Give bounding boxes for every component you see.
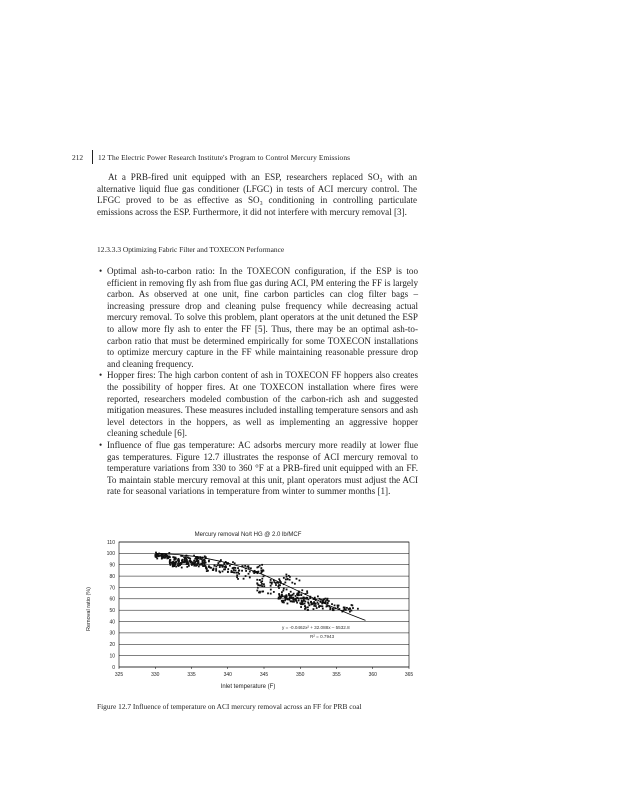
data-point [206,568,208,570]
data-point [238,569,240,571]
data-point [305,607,307,609]
bullet-item-flue-gas-temperature: • Influence of flue gas temperature: AC adsorbs mercury more readily at lower flue gas temperatures. Figure 12.7 illustrates the response of ACI mercury removal to temperature variations from 330 to 360 °F at a PRB-fired unit equipped with an FF. To maintain stable mercury removal at this unit, plant operators must adjust the ACI rate for seasonal variations in temperature from winter to summer months [1]. [97,440,418,498]
data-point [169,556,171,558]
data-point [286,576,288,578]
data-point [232,567,234,569]
data-point [346,607,348,609]
data-point [269,581,271,583]
data-point [327,602,329,604]
data-point [170,564,172,566]
data-point [270,589,272,591]
data-point [293,601,295,603]
data-point [283,588,285,590]
data-point [333,609,335,611]
data-point [160,555,162,557]
data-point [197,561,199,563]
data-point [277,585,279,587]
data-point [215,570,217,572]
data-point [173,565,175,567]
data-point [298,597,300,599]
data-point [245,575,247,577]
data-point [352,607,354,609]
data-point [202,565,204,567]
data-point [284,599,286,601]
data-point [222,566,224,568]
data-point [289,579,291,581]
data-point [263,575,265,577]
x-tick-label-360: 360 [368,672,377,678]
data-point [294,583,296,585]
data-point [231,570,233,572]
intro-paragraph-block [97,172,417,218]
data-point [186,566,188,568]
data-point [217,564,219,566]
y-tick-label-30: 30 [109,630,115,637]
data-point [275,584,277,586]
data-point [183,561,185,563]
data-point [221,564,223,566]
data-point [274,581,276,583]
data-point [224,568,226,570]
data-point [303,599,305,601]
data-point [334,604,336,606]
data-point [260,569,262,571]
data-point [201,558,203,560]
data-point [291,582,293,584]
data-point [259,565,261,567]
data-point [300,606,302,608]
data-point [205,566,207,568]
data-point [350,610,352,612]
data-point [246,566,248,568]
data-point [199,558,201,560]
data-point [237,567,239,569]
data-point [287,603,289,605]
data-point [301,600,303,602]
trend-equation: y = -0.0462x² + 32.088x – 5532.8 [282,625,350,630]
data-point [208,565,210,567]
data-point [285,574,287,576]
data-point [326,605,328,607]
data-point [310,601,312,603]
data-point [349,611,351,613]
data-point [298,600,300,602]
intro-paragraph: At a PRB-fired unit equipped with an ESP, researchers replaced SO₃ with an alternative liquid flue gas conditioner (LFGC) in tests of ACI mercury control. The LFGC proved to be as effective as SO₃ conditioning in controlling particulate emissions across the ESP. Furthermore, it did not interfere with mercury removal [3]. [97,172,417,217]
data-point [279,598,281,600]
data-point [279,584,281,586]
data-point [234,562,236,564]
data-point [292,594,294,596]
data-point [194,561,196,563]
data-point [186,559,188,561]
data-point [249,577,251,579]
data-point [213,568,215,570]
data-point [175,562,177,564]
data-point [281,591,283,593]
data-point [301,597,303,599]
data-point [295,599,297,601]
data-point [223,563,225,565]
y-tick-label-50: 50 [109,607,115,614]
data-point [317,601,319,603]
data-point [329,608,331,610]
data-point [260,581,262,583]
data-point [229,565,231,567]
x-tick-label-340: 340 [223,672,232,678]
x-tick-label-345: 345 [259,672,269,678]
y-tick-label-40: 40 [109,619,115,626]
data-point [257,583,259,585]
x-tick-label-330: 330 [151,672,160,678]
chart-title: Mercury removal No/t HG @ 2.0 lb/MCF [194,532,302,538]
data-point [315,605,317,607]
data-point [349,608,351,610]
data-point [308,599,310,601]
data-point [256,590,258,592]
data-point [173,562,175,564]
data-point [322,608,324,610]
data-point [189,560,191,562]
data-point [253,572,255,574]
data-point [284,582,286,584]
data-point [282,600,284,602]
data-point [279,580,281,582]
data-point [273,591,275,593]
data-point [219,566,221,568]
data-point [308,604,310,606]
data-point [174,557,176,559]
y-tick-label-90: 90 [109,562,115,569]
y-tick-label-80: 80 [109,573,115,580]
bullet-item-hopper-fires: • Hopper fires: The high carbon content of ash in TOXECON FF hoppers also creates the possibility of hopper fires. At one TOXECON installation where fires were reported, researchers modeled combustion of the carbon-rich ash and suggested mitigation measures. These measures included installing temperature sensors and ash level detectors in the hoppers, as well as implementing an aggressive hopper cleaning schedule [6]. [97,370,418,440]
data-point [278,597,280,599]
data-point [286,596,288,598]
data-point [283,577,285,579]
data-point [304,605,306,607]
data-point [184,559,186,561]
data-point [282,601,284,603]
data-point [202,562,204,564]
data-point [320,605,322,607]
data-point [316,607,318,609]
data-point [210,567,212,569]
data-point [321,605,323,607]
y-tick-label-20: 20 [109,642,115,649]
data-point [344,608,346,610]
data-point [249,571,251,573]
y-tick-label-0: 0 [112,664,115,671]
data-point [222,570,224,572]
data-point [233,572,235,574]
data-point [267,592,269,594]
data-point [234,567,236,569]
data-point [259,579,261,581]
figure-caption: Figure 12.7 Influence of temperature on ACI mercury removal across an FF for PRB coal [97,702,362,711]
data-point [296,602,298,604]
data-point [299,602,301,604]
data-point [298,592,300,594]
data-point [218,570,220,572]
data-point [278,593,280,595]
data-point [237,578,239,580]
data-point [178,559,180,561]
data-point [206,570,208,572]
data-point [177,563,179,565]
x-tick-label-355: 355 [332,672,341,678]
data-point [299,580,301,582]
data-point [325,600,327,602]
data-point [245,570,247,572]
x-tick-label-325: 325 [114,672,124,678]
data-point [282,590,284,592]
data-point [169,562,171,564]
data-point [303,597,305,599]
data-point [233,569,235,571]
r-squared: R² = 0.7943 [310,634,335,639]
data-point [259,591,261,593]
data-point [194,563,196,565]
data-point [351,605,353,607]
data-point [178,565,180,567]
y-tick-label-110: 110 [107,539,115,546]
data-point [295,595,297,597]
data-point [220,559,222,561]
data-point [262,591,264,593]
data-point [261,583,263,585]
data-point [257,587,259,589]
data-point [338,605,340,607]
data-point [306,590,308,592]
data-point [208,560,210,562]
data-point [290,591,292,593]
data-point [313,608,315,610]
data-point [187,562,189,564]
data-point [202,560,204,562]
data-point [243,578,245,580]
data-point [261,578,263,580]
data-point [183,556,185,558]
data-point [235,572,237,574]
data-point [278,587,280,589]
data-point [317,595,319,597]
data-point [325,598,327,600]
y-tick-label-10: 10 [109,653,115,660]
data-point [288,594,290,596]
data-point [181,562,183,564]
data-point [217,562,219,564]
data-point [344,607,346,609]
data-point [238,573,240,575]
data-point [311,604,313,606]
data-point [227,571,229,573]
data-point [289,576,291,578]
data-point [260,567,262,569]
data-point [161,557,163,559]
data-point [315,603,317,605]
data-point [227,568,229,570]
y-axis-label: Removal ratio (%) [86,586,92,632]
data-point [263,583,265,585]
data-point [270,579,272,581]
data-point [197,563,199,565]
data-point [304,603,306,605]
data-point [235,570,237,572]
data-point [307,609,309,611]
data-point [261,585,263,587]
data-point [214,565,216,567]
data-point [282,595,284,597]
data-point [320,599,322,601]
data-point [301,589,303,591]
x-tick-label-365: 365 [404,672,414,678]
section-heading: 12.3.3.3 Optimizing Fabric Filter and TOXECON Performance [97,245,285,254]
data-point [198,566,200,568]
data-point [192,561,194,563]
data-point [287,578,289,580]
data-point [182,559,184,561]
y-tick-label-70: 70 [109,585,115,592]
data-point [196,558,198,560]
data-point [308,603,310,605]
y-tick-label-60: 60 [109,596,115,603]
data-point [250,567,252,569]
data-point [285,579,287,581]
data-point [291,600,293,602]
data-point [236,574,238,576]
y-tick-label-100: 100 [106,551,115,558]
data-point [319,598,321,600]
figure-chart [80,527,420,692]
data-point [292,597,294,599]
data-point [158,554,160,556]
data-point [307,606,309,608]
data-point [289,599,291,601]
data-point [270,585,272,587]
data-point [248,573,250,575]
data-point [278,578,280,580]
data-point [188,565,190,567]
data-point [204,555,206,557]
data-point [270,593,272,595]
data-point [306,592,308,594]
data-point [224,566,226,568]
data-point [156,558,158,560]
data-point [232,561,234,563]
data-point [219,564,221,566]
running-title: 12 The Electric Power Research Institute's Program to Control Mercury Emissions [98,153,351,162]
data-point [317,603,319,605]
data-point [281,594,283,596]
data-point [256,579,258,581]
data-point [300,593,302,595]
x-tick-label-350: 350 [296,672,305,678]
data-point [263,585,265,587]
data-point [181,567,183,569]
bullet-list [97,266,418,498]
data-point [322,599,324,601]
scatter-chart [80,527,420,692]
data-point [357,608,359,610]
data-point [236,576,238,578]
data-point [305,598,307,600]
data-point [326,599,328,601]
running-header [0,150,618,166]
x-axis-label: Inlet temperature (F) [220,684,276,690]
data-point [204,560,206,562]
data-point [194,558,196,560]
data-point [161,555,163,557]
x-tick-label-335: 335 [187,672,196,678]
data-point [331,603,333,605]
data-point [169,559,171,561]
data-point [261,564,263,566]
data-point [241,570,243,572]
data-point [165,555,167,557]
data-point [260,585,262,587]
data-point [244,565,246,567]
header-divider [92,150,93,164]
data-point [301,603,303,605]
data-point [280,596,282,598]
data-point [215,568,217,570]
data-point [296,578,298,580]
data-point [154,554,156,556]
data-point [313,605,315,607]
bullet-item-ash-to-carbon: • Optimal ash-to-carbon ratio: In the TOXECON configuration, if the ESP is too efficient in removing fly ash from flue gas during ACI, PM entering the FF is largely carbon. As observed at one unit, fine carbon particles can clog filter bags – increasing pressure drop and cleaning pulse frequency while decreasing actual mercury removal. To solve this problem, plant operators at the unit detuned the ESP to allow more fly ash to enter the FF [5]. Thus, there may be an optimal ash-to-carbon ratio that must be determined empirically for some TOXECON installations to optimize mercury capture in the FF while maintaining reasonable pressure drop and cleaning frequency. [97,266,418,370]
page-number: 212 [72,153,84,162]
data-point [166,557,168,559]
data-point [328,600,330,602]
data-point [286,589,288,591]
data-point [337,606,339,608]
data-point [287,598,289,600]
data-point [168,552,170,554]
data-point [189,558,191,560]
data-point [175,566,177,568]
